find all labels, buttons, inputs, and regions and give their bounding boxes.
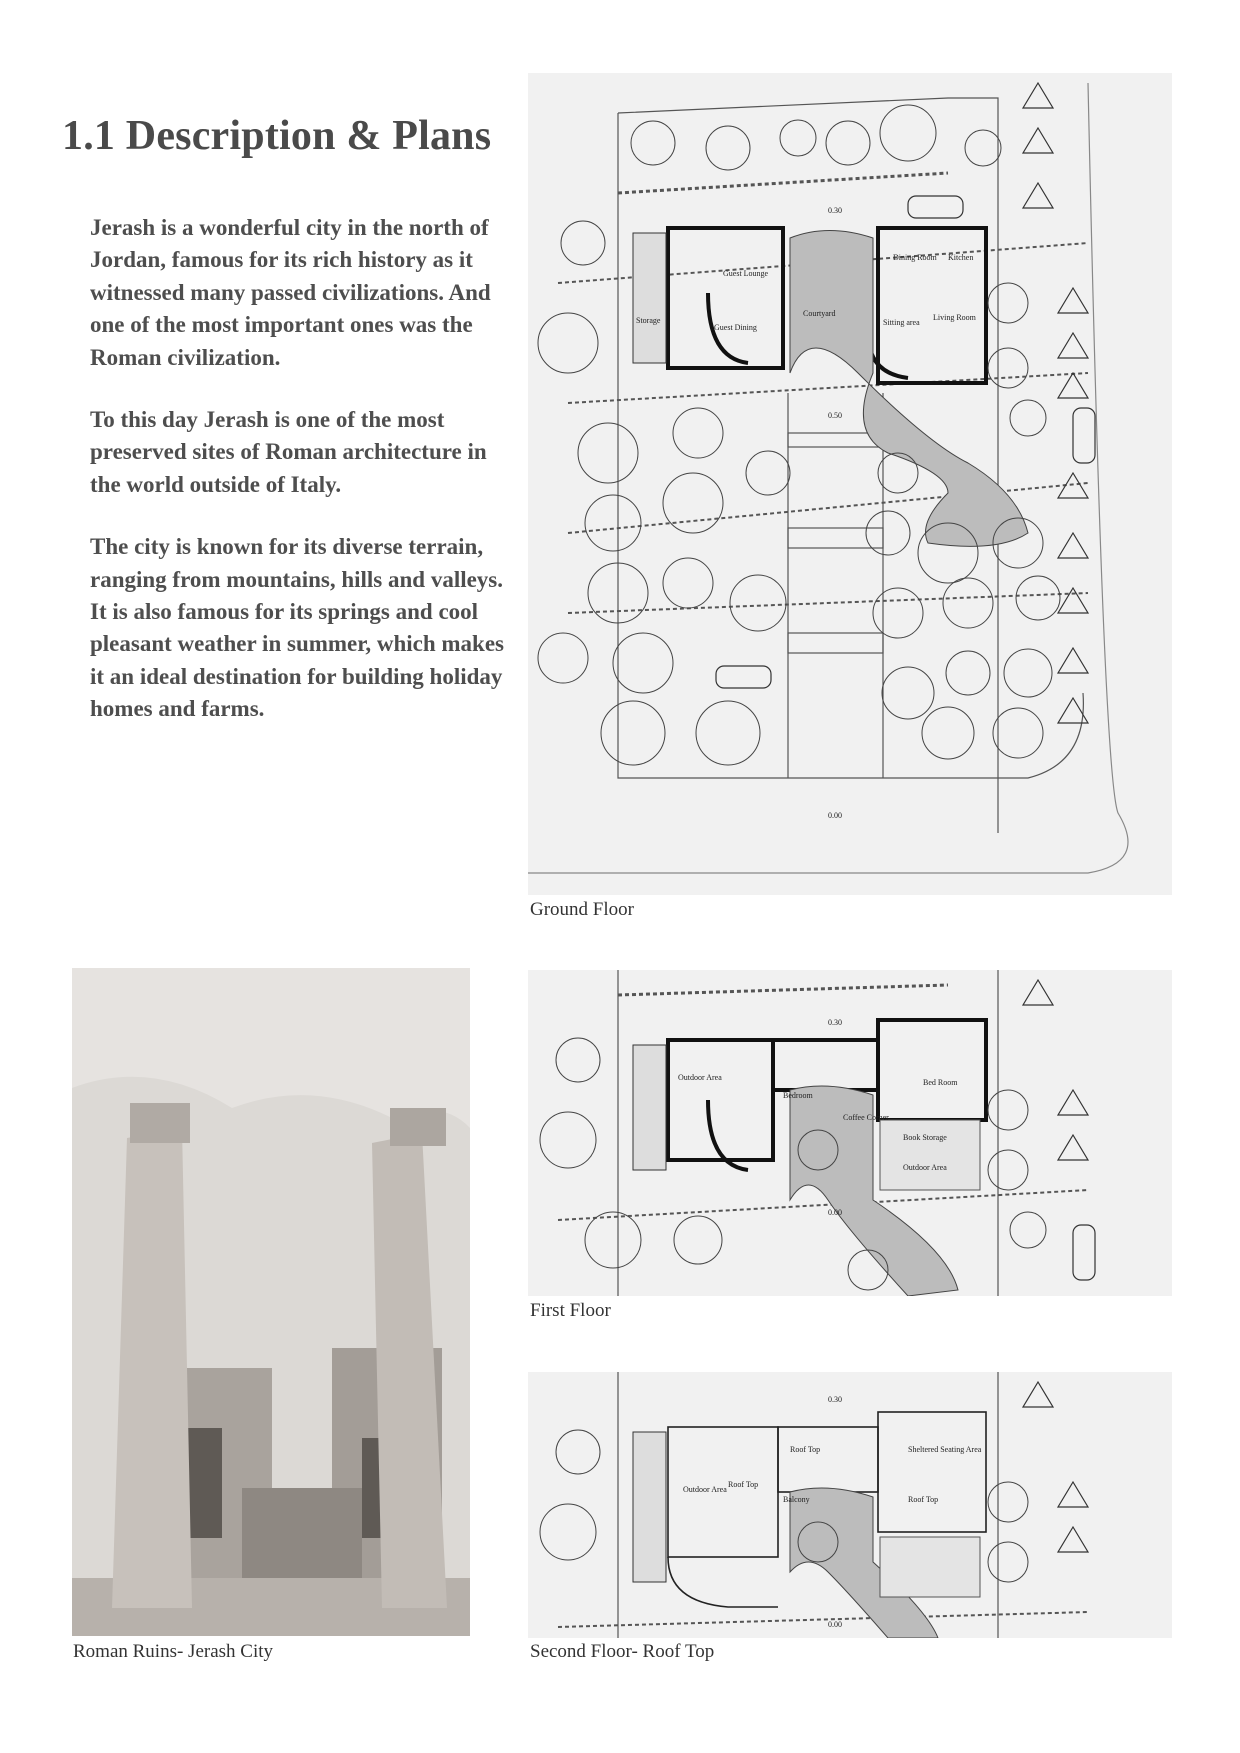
- ground-floor-caption: Ground Floor: [530, 899, 634, 920]
- first-room-label-3: Coffee Corner: [843, 1113, 889, 1122]
- first-room-label-1: Outdoor Area: [678, 1073, 722, 1082]
- ground-floor-drawing: [528, 73, 1172, 895]
- first-floor-drawing: [528, 970, 1172, 1296]
- second-room-label-1: Sheltered Seating Area: [908, 1445, 982, 1454]
- first-level-marker-0: 0.30: [828, 1018, 842, 1027]
- roman-ruins-photo: [72, 968, 470, 1636]
- ground-room-label-3: Sitting area: [883, 318, 920, 327]
- ground-room-label-7: Courtyard: [803, 309, 836, 318]
- ground-room-label-5: Guest Dining: [714, 323, 757, 332]
- ground-floor-plan: [528, 73, 1172, 895]
- first-floor-caption: First Floor: [530, 1300, 611, 1321]
- second-level-marker-1: 0.00: [828, 1620, 842, 1629]
- ruins-photo-caption: Roman Ruins- Jerash City: [73, 1641, 274, 1662]
- ground-room-label-4: Guest Lounge: [723, 269, 769, 278]
- first-room-label-4: Book Storage: [903, 1133, 947, 1142]
- paragraph-2: To this day Jerash is one of the most preserved sites of Roman architecture in the world outside of Italy.: [90, 407, 487, 497]
- first-room-label-2: Bedroom: [783, 1091, 813, 1100]
- ground-room-label-0: Dining Room: [893, 253, 937, 262]
- first-level-marker-1: 0.00: [828, 1208, 842, 1217]
- second-floor-drawing: [528, 1372, 1172, 1638]
- ground-level-marker-0: 0.00: [828, 811, 842, 820]
- page-title: 1.1 Description & Plans: [62, 113, 492, 159]
- second-room-label-2: Outdoor Area: [683, 1485, 727, 1494]
- ground-room-label-1: Kitchen: [948, 253, 974, 262]
- ground-room-label-2: Living Room: [933, 313, 976, 322]
- ground-room-label-6: Storage: [636, 316, 661, 325]
- second-room-label-3: Roof Top: [728, 1480, 759, 1489]
- second-floor-plan: [528, 1372, 1172, 1638]
- ground-level-marker-2: 0.50: [828, 411, 842, 420]
- second-room-label-0: Roof Top: [790, 1445, 821, 1454]
- paragraph-3: The city is known for its diverse terrain, ranging from mountains, hills and valleys. It is also famous for its springs and cool pleasant weather in summer, which makes it an ideal destination for building holiday homes and farms.: [90, 534, 505, 722]
- second-floor-caption: Second Floor- Roof Top: [530, 1641, 715, 1662]
- second-level-marker-0: 0.30: [828, 1395, 842, 1404]
- ruins-illustration: [72, 968, 470, 1636]
- second-room-label-5: Balcony: [783, 1495, 810, 1504]
- paragraph-1: Jerash is a wonderful city in the north of Jordan, famous for its rich history as it witnessed many passed civilizations. And one of the most important ones was the Roman civilization.: [90, 215, 491, 370]
- first-room-label-0: Bed Room: [923, 1078, 958, 1087]
- description-text: [90, 212, 510, 756]
- ground-level-marker-1: 0.30: [828, 206, 842, 215]
- second-room-label-4: Roof Top: [908, 1495, 939, 1504]
- first-floor-plan: [528, 970, 1172, 1296]
- first-room-label-5: Outdoor Area: [903, 1163, 947, 1172]
